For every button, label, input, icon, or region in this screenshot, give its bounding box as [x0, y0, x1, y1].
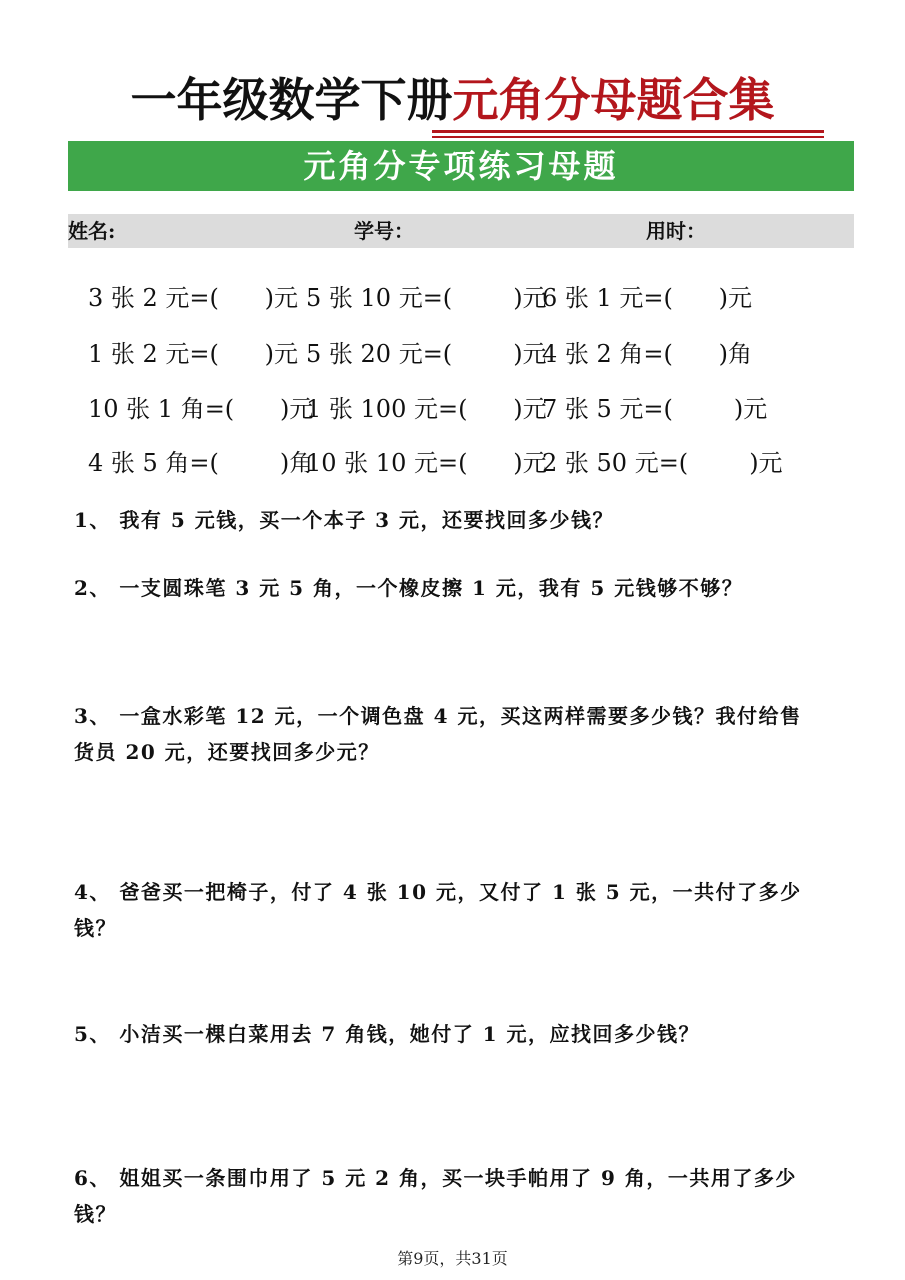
conversion-item: 3 张 2 元=( )元: [88, 284, 299, 312]
student-info-bar: [68, 214, 854, 248]
conversion-item: 7 张 5 元=( )元: [542, 395, 768, 423]
conversion-item: 2 张 50 元=( )元: [542, 449, 783, 477]
word-problem-4: 4、 爸爸买一把椅子，付了 4 张 10 元，又付了 1 张 5 元，一共付了多少钱？: [74, 880, 802, 940]
conversion-item: 1 张 2 元=( )元: [88, 340, 299, 368]
title-underline-secondary: [432, 136, 824, 138]
student-id-label: 学号：: [354, 219, 414, 243]
conversion-item: 10 张 1 角=( )元: [88, 395, 314, 423]
word-problem-3: 3、 一盒水彩笔 12 元，一个调色盘 4 元，买这两样需要多少钱？我付给售货员 20 元，还要找回多少元？: [74, 704, 802, 764]
page-title: [0, 68, 905, 132]
page-number: 第9页，共31页: [397, 1249, 508, 1268]
conversion-item: 4 张 5 角=( )角: [88, 449, 314, 477]
conversion-row: [0, 334, 905, 374]
conversion-row: [0, 389, 905, 429]
conversion-item: 1 张 100 元=( )元: [306, 395, 547, 423]
conversion-item: 5 张 20 元=( )元: [306, 340, 547, 368]
title-underline: [432, 130, 824, 133]
conversion-item: 6 张 1 元=( )元: [542, 284, 753, 312]
title-grade-part: 一年级数学下册: [130, 73, 453, 127]
section-banner: 元角分专项练习母题: [68, 141, 854, 191]
word-problem-5: 5、 小洁买一棵白菜用去 7 角钱，她付了 1 元，应找回多少钱？: [74, 1022, 701, 1046]
conversion-row: [0, 443, 905, 483]
conversion-row: [0, 278, 905, 318]
word-problem-6: 6、 姐姐买一条围巾用了 5 元 2 角，买一块手帕用了 9 角，一共用了多少钱？: [74, 1166, 797, 1226]
title-topic-part: 元角分母题合集: [452, 73, 775, 127]
name-label: 姓名:: [68, 219, 116, 243]
word-problem-2: 2、 一支圆珠笔 3 元 5 角，一个橡皮擦 1 元，我有 5 元钱够不够？: [74, 576, 744, 600]
conversion-item: 5 张 10 元=( )元: [306, 284, 547, 312]
conversion-item: 4 张 2 角=( )角: [542, 340, 753, 368]
word-problem-1: 1、 我有 5 元钱，买一个本子 3 元，还要找回多少钱？: [74, 508, 615, 532]
time-used-label: 用时：: [646, 219, 706, 243]
conversion-item: 10 张 10 元=( )元: [306, 449, 547, 477]
